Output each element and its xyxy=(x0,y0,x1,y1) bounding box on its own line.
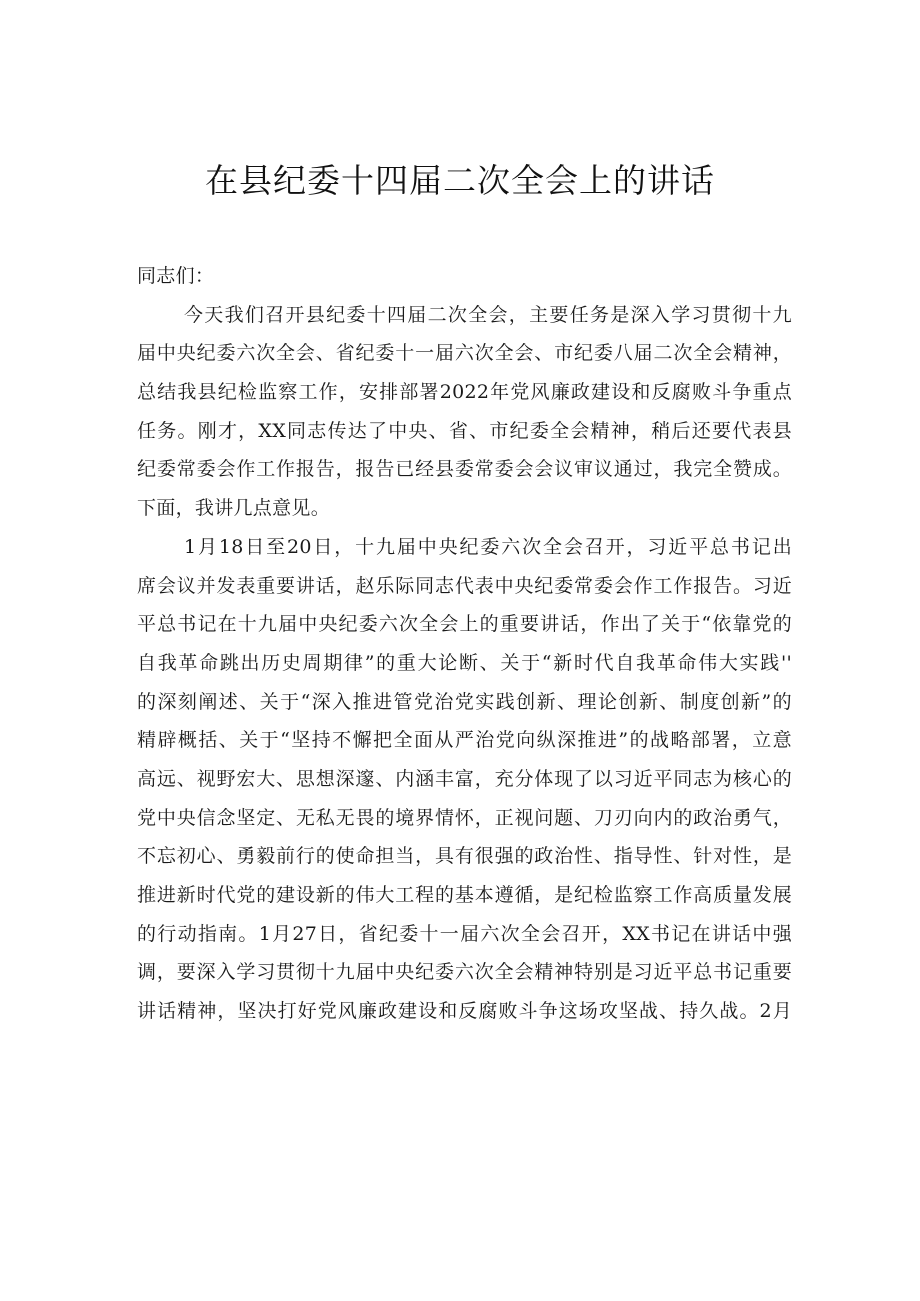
paragraph-1 xyxy=(137,296,792,528)
paragraph-line: 推进新时代党的建设新的伟大工程的基本遵循，是纪检监察工作高质量发展 xyxy=(137,884,792,906)
paragraph-line: 党中央信念坚定、无私无畏的境界情怀，正视问题、刀刃向内的政治勇气， xyxy=(137,806,792,829)
paragraph-line: 任务。刚才，XX同志传达了中央、省、市纪委全会精神，稍后还要代表县 xyxy=(137,419,792,442)
paragraph-line: 纪委常委会作工作报告，报告已经县委常委会会议审议通过，我完全赞成。 xyxy=(137,458,792,481)
paragraph-line: 精辟概括、关于“坚持不懈把全面从严治党向纵深推进”的战略部署，立意 xyxy=(137,729,792,752)
paragraph-line: 调，要深入学习贯彻十九届中央纪委六次全会精神特别是习近平总书记重要 xyxy=(137,961,792,984)
paragraph-line: 不忘初心、勇毅前行的使命担当，具有很强的政治性、指导性、针对性，是 xyxy=(137,845,792,868)
paragraph-line: 1月18日至20日，十九届中央纪委六次全会召开，习近平总书记出 xyxy=(184,535,792,558)
paragraph-line: 高远、视野宏大、思想深邃、内涵丰富，充分体现了以习近平同志为核心的 xyxy=(137,767,792,790)
paragraph-line: 总结我县纪检监察工作，安排部署2022年党风廉政建设和反腐败斗争重点 xyxy=(137,381,792,404)
document-title: 在县纪委十四届二次全会上的讲话 xyxy=(205,161,715,200)
paragraph-line: 平总书记在十九届中央纪委六次全会上的重要讲话，作出了关于“依靠党的 xyxy=(137,613,792,636)
paragraph-line: 届中央纪委六次全会、省纪委十一届六次全会、市纪委八届二次全会精神， xyxy=(137,342,792,365)
paragraph-line: 讲话精神，坚决打好党风廉政建设和反腐败斗争这场攻坚战、持久战。2月 xyxy=(137,1000,792,1023)
paragraph-line: 的行动指南。1月27日，省纪委十一届六次全会召开，XX书记在讲话中强 xyxy=(137,922,792,945)
document-body xyxy=(137,257,792,1031)
salutation: 同志们： xyxy=(137,265,215,287)
paragraph-2 xyxy=(137,528,792,1031)
paragraph-line: 席会议并发表重要讲话，赵乐际同志代表中央纪委常委会作工作报告。习近 xyxy=(137,574,792,597)
paragraph-line: 自我革命跳出历史周期律”的重大论断、关于“新时代自我革命伟大实践'' xyxy=(137,651,792,674)
paragraph-line: 下面，我讲几点意见。 xyxy=(137,497,331,520)
paragraph-line: 的深刻阐述、关于“深入推进管党治党实践创新、理论创新、制度创新”的 xyxy=(137,690,792,713)
paragraph-line: 今天我们召开县纪委十四届二次全会，主要任务是深入学习贯彻十九 xyxy=(184,303,792,326)
